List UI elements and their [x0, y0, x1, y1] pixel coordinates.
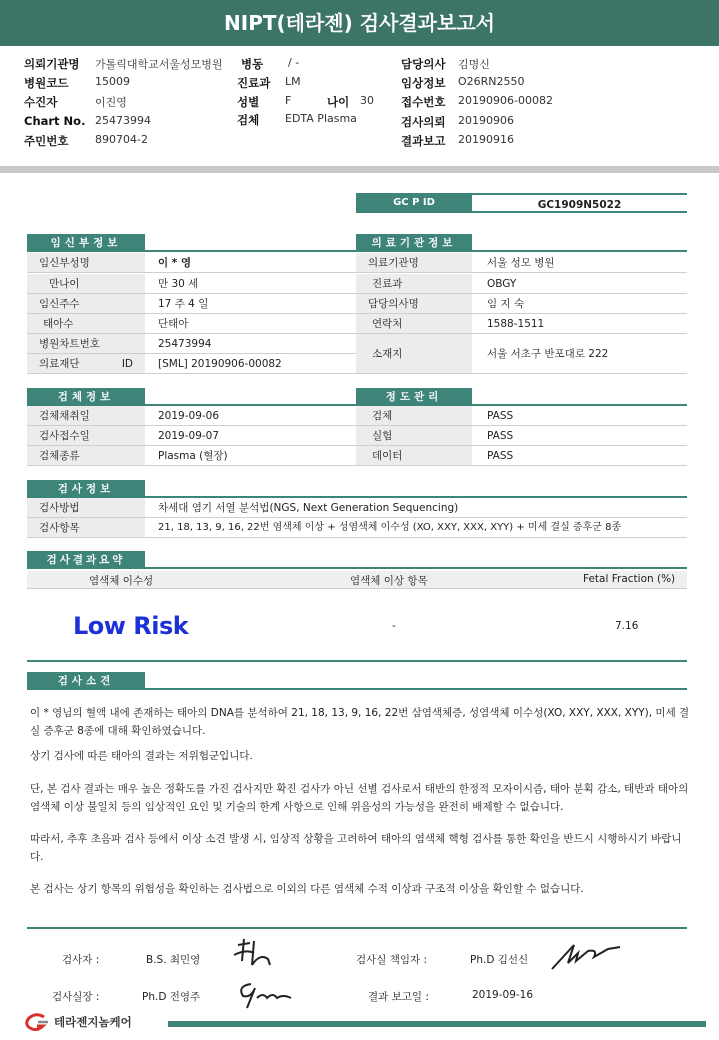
lab-head-name: Ph.D 김선신	[470, 954, 529, 966]
pregnant-heading: 임신부정보	[27, 234, 145, 252]
row-label: 의료재단 ID	[27, 354, 145, 373]
table-row	[27, 446, 356, 466]
row-label: 소재지	[356, 334, 472, 373]
specimen-label: 검체	[237, 113, 260, 127]
report-date-sign-label: 결과 보고일 :	[368, 991, 429, 1003]
result-fetal-fraction: 7.16	[615, 620, 639, 632]
institution-heading-line	[356, 250, 687, 252]
id-value: 890704-2	[95, 133, 148, 146]
row-label: 의료기관명	[356, 253, 472, 272]
receipt-value: 20190906-00082	[458, 94, 553, 107]
row-value: 서울 서초구 반포대로 222	[487, 348, 609, 360]
lab-head-label: 검사실 책임자 :	[356, 954, 428, 966]
row-label: 병원차트번호	[27, 334, 145, 353]
row-label: 검사방법	[27, 498, 145, 517]
sex-value: F	[285, 94, 292, 107]
director-signature	[233, 978, 295, 1010]
findings-paragraph-5: 본 검사는 상기 항목의 위험성을 확인하는 검사법으로 이외의 다른 염색체 수적 이상과 구조적 이상을 확인할 수 없습니다.	[30, 883, 584, 895]
table-row	[356, 446, 687, 466]
row-value: [SML] 20190906-00082	[158, 358, 282, 370]
signature-divider	[27, 927, 687, 929]
row-label: 담당의사명	[356, 294, 472, 313]
patient-label: 수진자	[24, 95, 58, 109]
report-date-sign-value: 2019-09-16	[472, 989, 534, 1001]
row-value: PASS	[487, 450, 514, 462]
table-row	[27, 354, 356, 374]
result-risk: Low Risk	[73, 612, 189, 640]
report-header	[0, 48, 719, 166]
table-row	[356, 406, 687, 426]
row-label: 태아수	[27, 314, 145, 333]
specimen-heading: 검체정보	[27, 388, 145, 406]
code-label: 병원코드	[24, 76, 69, 90]
col-abnormal-items: 염색체 이상 항목	[350, 575, 428, 587]
tester-signature	[232, 935, 274, 971]
row-value: 1588-1511	[487, 318, 545, 330]
summary-header-row	[27, 571, 687, 589]
director-name: Ph.D 전영주	[142, 991, 201, 1003]
row-value: 이 * 영	[158, 257, 192, 269]
director-label: 검사실장 :	[52, 991, 100, 1003]
request-value: 20190906	[458, 114, 514, 127]
code-value: 15009	[95, 75, 130, 88]
row-value: 25473994	[158, 338, 212, 350]
table-row	[27, 253, 356, 273]
row-value: 단태아	[158, 318, 189, 330]
table-row	[356, 334, 687, 374]
clinical-value: O26RN2550	[458, 75, 525, 88]
result-abnormal: -	[392, 620, 396, 632]
dept-value: LM	[285, 75, 301, 88]
gcpid-value: GC1909N5022	[472, 193, 687, 213]
footer-bar	[168, 1021, 706, 1027]
row-value: PASS	[487, 430, 514, 442]
col-fetal-fraction: Fetal Fraction (%)	[583, 573, 676, 585]
row-label: 연락처	[356, 314, 472, 333]
ward-label: 병동	[241, 57, 264, 71]
company-logo-icon	[24, 1013, 50, 1031]
table-row	[356, 274, 687, 294]
row-value: 21, 18, 13, 9, 16, 22번 염색체 이상 + 성염색체 이수성 (XO, XXY, XXX, XYY) + 미세 결실 증후군 8종	[158, 522, 622, 533]
summary-heading-line	[27, 567, 687, 569]
request-label: 검사의뢰	[401, 115, 446, 129]
row-label: 검체채취일	[27, 406, 145, 425]
row-label: 데이터	[356, 446, 472, 465]
row-label: 검체	[356, 406, 472, 425]
row-label: 검사항목	[27, 518, 145, 537]
table-row	[27, 294, 356, 314]
age-label: 나이	[327, 95, 350, 109]
ward-value: / -	[288, 56, 300, 69]
row-label: 실험	[356, 426, 472, 445]
lab-head-signature	[548, 935, 622, 975]
report-title: NIPT(테라젠) 검사결과보고서	[0, 0, 719, 46]
table-row	[356, 294, 687, 314]
table-row	[27, 314, 356, 334]
institution-heading: 의료기관정보	[356, 234, 472, 252]
table-row	[27, 426, 356, 446]
sex-label: 성별	[237, 95, 260, 109]
row-value: OBGY	[487, 278, 517, 290]
row-value: 2019-09-07	[158, 430, 220, 442]
receipt-label: 접수번호	[401, 95, 446, 109]
row-value: 서울 성모 병원	[487, 257, 555, 269]
row-value: 17 주 4 일	[158, 298, 209, 310]
doctor-label: 담당의사	[401, 57, 446, 71]
findings-paragraph-4: 따라서, 추후 초음파 검사 등에서 이상 소견 발생 시, 임상적 상황을 고려하여 태아의 염색체 핵형 검사를 통한 확인을 반드시 시행하시기 바랍니다.	[30, 833, 682, 863]
findings-heading-line	[27, 688, 687, 690]
row-label: 진료과	[356, 274, 472, 293]
table-row	[356, 426, 687, 446]
age-value: 30	[360, 94, 374, 107]
test-heading: 검사정보	[27, 480, 145, 498]
col-aneuploidy: 염색체 이수성	[89, 575, 154, 587]
hospital-label: 의뢰기관명	[24, 57, 80, 71]
gcpid-box	[356, 193, 687, 213]
row-value: 차세대 염기 서열 분석법(NGS, Next Generation Sequencing)	[158, 502, 459, 514]
clinical-label: 임상정보	[401, 76, 446, 90]
company-logo-text: 테라젠지놈케어	[54, 1015, 132, 1029]
chart-value: 25473994	[95, 114, 151, 127]
hospital-value: 가톨릭대학교서울성모병원	[95, 58, 223, 71]
gcpid-label: GC P ID	[356, 193, 472, 213]
header-divider	[0, 166, 719, 173]
row-value: 임 지 숙	[487, 298, 525, 310]
pregnant-heading-line	[27, 250, 356, 252]
specimen-value: EDTA Plasma	[285, 112, 357, 125]
summary-heading: 검사결과요약	[27, 551, 145, 569]
table-row	[27, 274, 356, 294]
row-label: 검체종류	[27, 446, 145, 465]
row-value: 2019-09-06	[158, 410, 220, 422]
row-label: 검사접수일	[27, 426, 145, 445]
id-label: 주민번호	[24, 134, 69, 148]
table-row	[356, 253, 687, 273]
row-label: 임신주수	[27, 294, 145, 313]
qc-heading: 정도관리	[356, 388, 472, 406]
tester-name: B.S. 최민영	[146, 954, 201, 966]
report-date-label: 결과보고	[401, 134, 446, 148]
table-row	[27, 518, 687, 538]
row-label: 임신부성명	[27, 253, 145, 272]
summary-bottom-line	[27, 660, 687, 662]
report-date-value: 20190916	[458, 133, 514, 146]
table-row	[356, 314, 687, 334]
table-row	[27, 334, 356, 354]
table-row	[27, 406, 356, 426]
dept-label: 진료과	[237, 76, 271, 90]
row-value: Plasma (혈장)	[158, 450, 228, 462]
row-value: PASS	[487, 410, 514, 422]
findings-paragraph-3: 단, 본 검사 결과는 매우 높은 정확도를 가진 검사지만 확진 검사가 아닌 선별 검사로서 태반의 한정적 모자이시즘, 태아 분획 감소, 태반과 태아의 염색체 이상 불일치 등의 임상적인 요인 및 기술의 한계 사항으로 인해 위음성의 가능성을 완전히 배제할 수 없습니다.	[30, 783, 689, 813]
findings-heading: 검사소견	[27, 672, 145, 690]
row-label: 만나이	[27, 274, 145, 293]
row-value: 만 30 세	[158, 278, 199, 290]
findings-paragraph-2: 상기 검사에 따른 태아의 결과는 저위험군입니다.	[30, 750, 253, 762]
patient-value: 이진영	[95, 96, 127, 109]
chart-label: Chart No.	[24, 114, 86, 128]
table-row	[27, 498, 687, 518]
tester-label: 검사자 :	[62, 954, 100, 966]
doctor-value: 김명신	[458, 58, 490, 71]
findings-paragraph-1: 이 * 영님의 혈액 내에 존재하는 태아의 DNA를 분석하여 21, 18, 13, 9, 16, 22번 삼염색체증, 성염색체 이수성(XO, XXY, XXX, XYY), 미세 결실 증후군 8종에 대해 확인하였습니다.	[30, 707, 690, 737]
